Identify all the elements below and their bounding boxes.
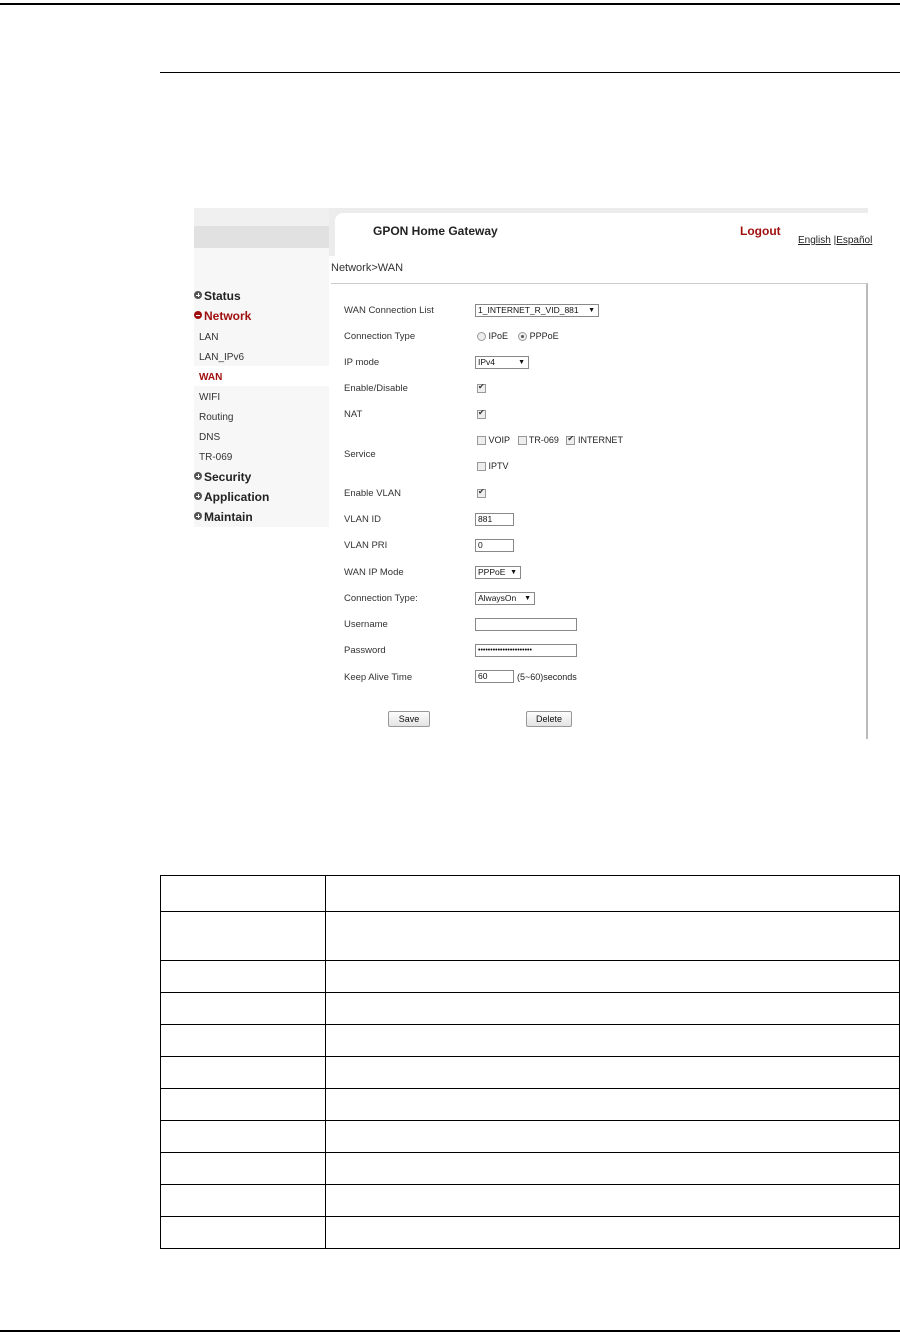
service-options-row2 xyxy=(477,461,509,471)
table-cell xyxy=(161,1121,326,1153)
vlan-id-label: VLAN ID xyxy=(344,514,381,525)
dropdown-arrow-icon: ▼ xyxy=(524,595,531,602)
table-cell xyxy=(161,993,326,1025)
table-row xyxy=(161,1185,900,1217)
dropdown-arrow-icon: ▼ xyxy=(510,569,517,576)
pppoe-label: PPPoE xyxy=(529,331,559,341)
nav-maintain[interactable] xyxy=(194,510,253,524)
table-cell xyxy=(161,1185,326,1217)
lang-spanish-link[interactable]: Español xyxy=(836,235,873,246)
ip-mode-label: IP mode xyxy=(344,357,380,368)
iptv-label: IPTV xyxy=(488,461,509,471)
table-cell xyxy=(326,1121,900,1153)
nav-status-label: Status xyxy=(204,289,241,303)
password-label: Password xyxy=(344,645,386,656)
nav-application-label: Application xyxy=(204,490,270,504)
breadcrumb: Network>WAN xyxy=(331,262,404,274)
table-cell xyxy=(326,1217,900,1249)
table-row xyxy=(161,1025,900,1057)
table-row xyxy=(161,1121,900,1153)
password-input[interactable]: •••••••••••••••••••••• xyxy=(475,644,577,657)
wan-ip-mode-select[interactable] xyxy=(475,566,521,579)
sidebar-item-wifi[interactable]: WIFI xyxy=(199,392,221,403)
table-row xyxy=(161,961,900,993)
enable-vlan-label: Enable VLAN xyxy=(344,488,402,499)
connection-type-2-value: AlwaysOn xyxy=(478,593,517,603)
table-cell xyxy=(326,1185,900,1217)
nav-security[interactable] xyxy=(194,470,251,484)
table-cell xyxy=(161,1057,326,1089)
table-cell xyxy=(161,1089,326,1121)
dropdown-arrow-icon: ▼ xyxy=(588,307,595,314)
ipoe-label: IPoE xyxy=(488,331,509,341)
nat-control xyxy=(477,409,486,419)
ipoe-radio[interactable] xyxy=(477,332,486,341)
logout-link[interactable]: Logout xyxy=(740,224,781,238)
table-row xyxy=(161,1153,900,1185)
delete-button[interactable]: Delete xyxy=(526,711,572,727)
table-row xyxy=(161,993,900,1025)
sidebar-item-wan[interactable]: WAN xyxy=(199,372,223,383)
sidebar-item-lan-ipv6[interactable]: LAN_IPv6 xyxy=(199,352,245,363)
table-row xyxy=(161,912,900,961)
sidebar-item-lan[interactable]: LAN xyxy=(199,332,219,343)
expand-icon xyxy=(194,472,202,480)
table-cell xyxy=(326,961,900,993)
nav-network[interactable] xyxy=(194,309,251,323)
save-button[interactable]: Save xyxy=(388,711,430,727)
expand-icon xyxy=(194,492,202,500)
dropdown-arrow-icon: ▼ xyxy=(518,359,525,366)
table-cell xyxy=(326,1089,900,1121)
expand-icon xyxy=(194,291,202,299)
keep-alive-suffix: (5~60)seconds xyxy=(517,672,577,682)
connection-type-2-label: Connection Type: xyxy=(344,593,418,604)
vlan-pri-input[interactable]: 0 xyxy=(475,539,514,552)
username-label: Username xyxy=(344,619,388,630)
nav-status[interactable] xyxy=(194,289,241,303)
tr069-checkbox[interactable] xyxy=(518,436,527,445)
voip-label: VOIP xyxy=(488,435,511,445)
table-row xyxy=(161,1089,900,1121)
app-title: GPON Home Gateway xyxy=(373,224,498,238)
sidebar-header-bar xyxy=(194,226,329,248)
nav-application[interactable] xyxy=(194,490,269,504)
iptv-checkbox[interactable] xyxy=(477,462,486,471)
parameter-table xyxy=(160,875,900,1249)
sidebar-item-tr069[interactable]: TR-069 xyxy=(199,452,233,463)
router-screenshot xyxy=(194,208,873,738)
enable-disable-control xyxy=(477,383,486,393)
sidebar-item-routing[interactable]: Routing xyxy=(199,412,234,423)
top-rule xyxy=(0,3,900,5)
ip-mode-value: IPv4 xyxy=(478,357,496,367)
table-cell xyxy=(161,961,326,993)
table-cell xyxy=(161,1025,326,1057)
wan-connection-list-value: 1_INTERNET_R_VID_881 xyxy=(478,305,579,315)
connection-type-radios xyxy=(477,331,559,341)
pppoe-radio[interactable] xyxy=(518,332,527,341)
internet-checkbox[interactable] xyxy=(566,436,575,445)
wan-connection-list-label: WAN Connection List xyxy=(344,305,434,316)
nav-maintain-label: Maintain xyxy=(204,510,253,524)
voip-checkbox[interactable] xyxy=(477,436,486,445)
table-header-cell xyxy=(326,876,900,912)
internet-label: INTERNET xyxy=(577,435,623,445)
keep-alive-input[interactable]: 60 xyxy=(475,670,514,683)
vlan-id-input[interactable]: 881 xyxy=(475,513,514,526)
expand-icon xyxy=(194,512,202,520)
lang-english-link[interactable]: English xyxy=(798,235,831,246)
header-rule xyxy=(160,72,900,73)
wan-ip-mode-label: WAN IP Mode xyxy=(344,567,404,578)
table-cell xyxy=(326,1025,900,1057)
enable-disable-checkbox[interactable] xyxy=(477,384,486,393)
nav-network-label: Network xyxy=(204,309,252,323)
enable-disable-label: Enable/Disable xyxy=(344,383,408,394)
nav-security-label: Security xyxy=(204,470,252,484)
collapse-icon xyxy=(194,311,202,319)
table-header-row xyxy=(161,876,900,912)
tr069-label: TR-069 xyxy=(528,435,559,445)
table-cell xyxy=(161,1217,326,1249)
vlan-pri-label: VLAN PRI xyxy=(344,540,388,551)
connection-type-label: Connection Type xyxy=(344,331,416,342)
service-label: Service xyxy=(344,449,376,460)
bottom-rule xyxy=(0,1330,900,1332)
table-cell xyxy=(161,912,326,961)
table-cell xyxy=(326,993,900,1025)
wan-form-panel xyxy=(331,283,868,739)
table-header-cell xyxy=(161,876,326,912)
enable-vlan-checkbox[interactable] xyxy=(477,489,486,498)
nat-label: NAT xyxy=(344,409,363,420)
table-row xyxy=(161,1057,900,1089)
wan-ip-mode-value: PPPoE xyxy=(478,567,506,577)
table-cell xyxy=(326,912,900,961)
table-cell xyxy=(326,1057,900,1089)
enable-vlan-control xyxy=(477,488,486,498)
username-input[interactable] xyxy=(475,618,577,631)
ip-mode-select[interactable] xyxy=(475,356,529,369)
wan-connection-list-select[interactable] xyxy=(475,304,599,317)
table-cell xyxy=(326,1153,900,1185)
table-row xyxy=(161,1217,900,1249)
lang-separator: | xyxy=(830,235,837,246)
sidebar xyxy=(194,248,329,527)
language-switcher xyxy=(798,235,872,246)
table-cell xyxy=(161,1153,326,1185)
sidebar-top-strip xyxy=(194,208,329,226)
nat-checkbox[interactable] xyxy=(477,410,486,419)
sidebar-item-dns[interactable]: DNS xyxy=(199,432,221,443)
keep-alive-label: Keep Alive Time xyxy=(344,672,413,683)
service-options-row1 xyxy=(477,435,623,445)
connection-type-2-select[interactable] xyxy=(475,592,535,605)
